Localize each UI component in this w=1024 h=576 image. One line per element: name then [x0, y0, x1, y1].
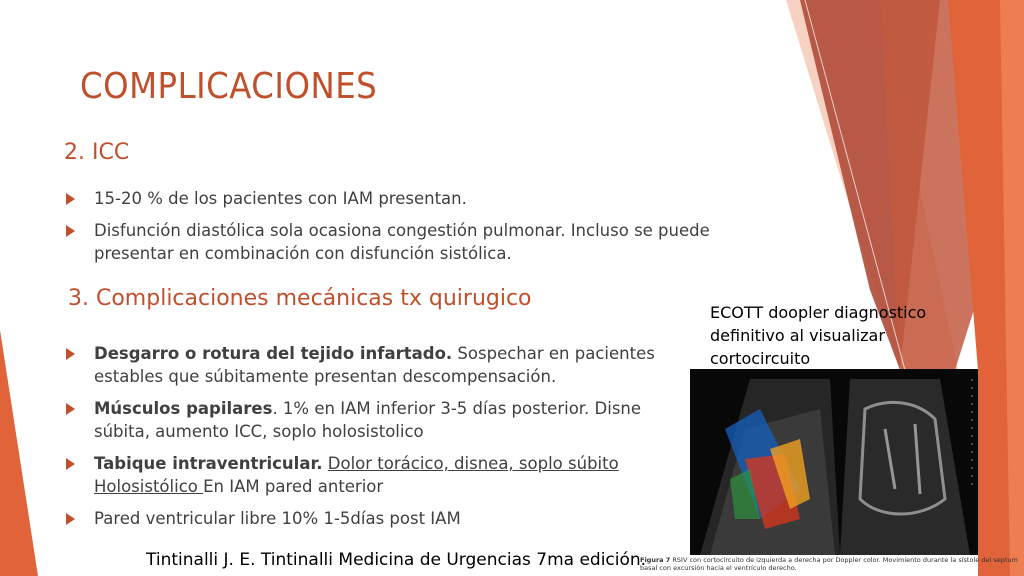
slide-title: COMPLICACIONES [80, 66, 378, 107]
list-item: Desgarro o rotura del tejido infartado. Sospechar en pacientes estables que súbitamente presentan descompensación. [64, 342, 664, 388]
triangle-bullet-icon [66, 193, 75, 205]
citation: Tintinalli J. E. Tintinalli Medicina de Urgencias 7ma edición. [146, 550, 647, 570]
list-item: Músculos papilares. 1% en IAM inferior 3-5 días posterior. Disne súbita, aumento ICC, soplo holosistolico [64, 397, 664, 443]
list-item: 15-20 % de los pacientes con IAM presentan. [64, 187, 744, 210]
section-heading-icc: 2. ICC [64, 140, 130, 165]
mechanical-complications-list [64, 342, 664, 539]
icc-bullet-list [64, 187, 744, 274]
section-heading-complicaciones-mecanicas: 3. Complicaciones mecánicas tx quirugico [68, 286, 532, 311]
list-item: Disfunción diastólica sola ocasiona congestión pulmonar. Incluso se puede presentar en combinación con disfunción sistólica. [64, 219, 744, 265]
echocardiogram-image [690, 369, 978, 555]
figure-caption: Figura 7 RSIV con cortocircuito de izquierda a derecha por Doppler color. Movimiento durante la sístole del septum basal con excursión hacia el ventrículo derecho. [640, 556, 1018, 572]
triangle-bullet-icon [66, 513, 75, 525]
triangle-bullet-icon [66, 348, 75, 360]
triangle-bullet-icon [66, 403, 75, 415]
list-item: Tabique intraventricular. Dolor torácico, disnea, soplo súbito Holosistólico En IAM pared anterior [64, 452, 664, 498]
triangle-bullet-icon [66, 458, 75, 470]
echo-diagnosis-note: ECOTT doopler diagnostico definitivo al visualizar cortocircuito [710, 303, 927, 368]
triangle-bullet-icon [66, 225, 75, 237]
list-item: Pared ventricular libre 10% 1-5días post IAM [64, 507, 664, 530]
